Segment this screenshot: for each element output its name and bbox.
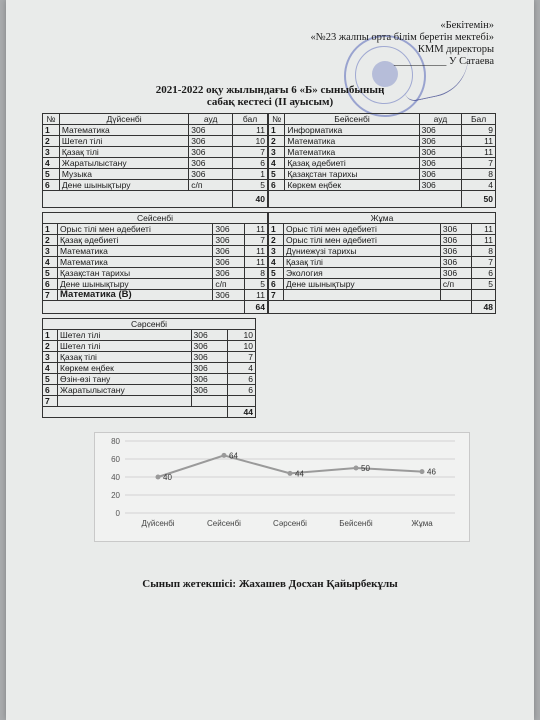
document-page <box>6 0 534 720</box>
lesson-number: 6 <box>269 279 284 290</box>
lesson-subject: Математика (В) <box>58 290 213 301</box>
thursday-table <box>268 113 496 208</box>
data-label: 44 <box>295 469 304 479</box>
lesson-subject: Математика <box>285 147 419 158</box>
tuesday-table <box>42 212 268 314</box>
lesson-row <box>43 136 268 147</box>
lesson-number: 6 <box>43 180 60 191</box>
lesson-points: 11 <box>244 257 267 268</box>
lesson-row <box>43 147 268 158</box>
lesson-points: 7 <box>233 147 268 158</box>
lesson-room: с/п <box>440 279 471 290</box>
title-line-2: сабақ кестесі (ІІ ауысым) <box>206 96 334 108</box>
lesson-room: 306 <box>213 268 244 279</box>
lesson-points: 8 <box>244 268 267 279</box>
lesson-row <box>43 374 256 385</box>
lesson-subject: Математика <box>58 257 213 268</box>
title-line-1: 2021-2022 оқу жылындағы 6 «Б» сыныбының <box>155 84 385 96</box>
lesson-subject: Көркем еңбек <box>285 180 419 191</box>
lesson-row <box>43 352 256 363</box>
lesson-points: 1 <box>233 169 268 180</box>
lesson-number: 3 <box>269 246 284 257</box>
data-label: 64 <box>229 451 238 461</box>
lesson-subject: Өзін-өзі тану <box>58 374 192 385</box>
lesson-number: 7 <box>269 290 284 301</box>
document-title <box>6 84 534 108</box>
lesson-subject <box>284 290 441 301</box>
y-tick-label: 0 <box>115 509 120 518</box>
lesson-row <box>43 330 256 341</box>
lesson-points: 6 <box>233 158 268 169</box>
x-tick-label: Дүйсенбі <box>141 519 175 528</box>
lesson-subject: Шетел тілі <box>59 136 188 147</box>
y-tick-label: 60 <box>111 455 120 464</box>
lesson-number: 5 <box>43 169 60 180</box>
approval-line-1: «Бекітемін» <box>440 20 494 31</box>
lesson-row <box>269 169 496 180</box>
lesson-room <box>191 396 228 407</box>
lesson-row <box>269 268 496 279</box>
lesson-number: 2 <box>43 235 58 246</box>
lesson-row <box>269 125 496 136</box>
lesson-subject: Информатика <box>285 125 419 136</box>
lesson-number: 1 <box>43 125 60 136</box>
lesson-number: 3 <box>43 147 60 158</box>
lesson-room: 306 <box>189 158 233 169</box>
day-name-wednesday: Сәрсенбі <box>43 319 256 330</box>
lesson-room: 306 <box>213 235 244 246</box>
wednesday-block <box>42 318 256 418</box>
header-num: № <box>43 114 60 125</box>
day-name-friday: Жұма <box>269 213 496 224</box>
lesson-row <box>269 224 496 235</box>
lesson-subject: Қазақстан тарихы <box>58 268 213 279</box>
friday-total: 48 <box>472 301 496 314</box>
lesson-points: 8 <box>462 169 496 180</box>
lesson-room: 306 <box>191 363 228 374</box>
lesson-subject: Орыс тілі мен әдебиеті <box>58 224 213 235</box>
lesson-row <box>269 158 496 169</box>
thursday-total: 50 <box>462 191 496 208</box>
lesson-points: 11 <box>462 147 496 158</box>
line-chart-svg <box>95 433 469 541</box>
lesson-subject: Математика <box>285 136 419 147</box>
lesson-room: 306 <box>440 268 471 279</box>
lesson-number: 2 <box>43 341 58 352</box>
lesson-room: 306 <box>440 224 471 235</box>
lesson-row <box>43 385 256 396</box>
lesson-points: 7 <box>472 257 496 268</box>
lesson-number: 3 <box>43 246 58 257</box>
x-tick-label: Бейсенбі <box>339 519 373 528</box>
data-point <box>288 471 293 476</box>
lesson-subject: Шетел тілі <box>58 341 192 352</box>
lesson-subject: Орыс тілі мен әдебиеті <box>284 224 441 235</box>
thursday-rows <box>269 125 496 191</box>
weekly-points-chart <box>94 432 470 542</box>
lesson-number: 1 <box>43 330 58 341</box>
monday-total: 40 <box>233 191 268 208</box>
lesson-number: 1 <box>43 224 58 235</box>
friday-rows <box>269 224 496 301</box>
data-label: 40 <box>163 473 172 482</box>
lesson-number: 3 <box>269 147 285 158</box>
data-point <box>222 453 227 458</box>
x-tick-label: Сейсенбі <box>207 519 241 528</box>
lesson-number: 1 <box>269 224 284 235</box>
lesson-row <box>43 257 268 268</box>
lesson-points: 11 <box>244 246 267 257</box>
lesson-row <box>43 268 268 279</box>
lesson-row <box>269 136 496 147</box>
lesson-subject: Музыка <box>59 169 188 180</box>
lesson-row <box>43 125 268 136</box>
day-name-monday: Дүйсенбі <box>59 114 188 125</box>
lesson-room: 306 <box>189 169 233 180</box>
lesson-points: 4 <box>228 363 256 374</box>
lesson-points: 11 <box>472 235 496 246</box>
lesson-row <box>43 290 268 301</box>
lesson-row <box>43 341 256 352</box>
lesson-row <box>43 180 268 191</box>
lesson-row <box>269 147 496 158</box>
lesson-number: 4 <box>269 257 284 268</box>
friday-block <box>268 212 496 314</box>
lesson-room: 306 <box>191 385 228 396</box>
lesson-points: 8 <box>472 246 496 257</box>
lesson-points: 5 <box>233 180 268 191</box>
lesson-room <box>440 290 471 301</box>
header-points: бал <box>233 114 268 125</box>
lesson-subject: Дүниежүзі тарихы <box>284 246 441 257</box>
header-room: ауд <box>419 114 462 125</box>
lesson-points: 7 <box>462 158 496 169</box>
lesson-number: 2 <box>269 235 284 246</box>
lesson-subject: Қазақстан тарихы <box>285 169 419 180</box>
x-tick-label: Сәрсенбі <box>273 519 307 528</box>
lesson-room: 306 <box>189 136 233 147</box>
lesson-number: 6 <box>43 385 58 396</box>
lesson-number: 5 <box>43 374 58 385</box>
lesson-room: 306 <box>419 158 462 169</box>
lesson-subject: Дене шынықтыру <box>58 279 213 290</box>
lesson-subject: Қазақ тілі <box>58 352 192 363</box>
lesson-room: 306 <box>191 341 228 352</box>
lesson-number: 6 <box>43 279 58 290</box>
lesson-room: 306 <box>440 257 471 268</box>
lesson-subject: Қазақ тілі <box>284 257 441 268</box>
lesson-room: 306 <box>213 224 244 235</box>
lesson-row <box>43 363 256 374</box>
lesson-room: 306 <box>419 136 462 147</box>
lesson-row <box>43 169 268 180</box>
wednesday-total: 44 <box>228 407 256 418</box>
lesson-subject: Экология <box>284 268 441 279</box>
lesson-points: 11 <box>462 136 496 147</box>
lesson-points: 7 <box>228 352 256 363</box>
lesson-row <box>269 279 496 290</box>
lesson-points: 10 <box>233 136 268 147</box>
lesson-room: с/п <box>189 180 233 191</box>
lesson-row <box>43 235 268 246</box>
lesson-number: 7 <box>43 290 58 301</box>
lesson-points: 7 <box>244 235 267 246</box>
data-label: 50 <box>361 464 370 473</box>
lesson-number: 2 <box>269 136 285 147</box>
lesson-room: 306 <box>191 352 228 363</box>
tuesday-block <box>42 212 268 314</box>
lesson-number: 4 <box>43 257 58 268</box>
lesson-number: 2 <box>43 136 60 147</box>
lesson-number: 5 <box>269 268 284 279</box>
lesson-row <box>269 180 496 191</box>
lesson-number: 5 <box>43 268 58 279</box>
lesson-subject: Дене шынықтыру <box>284 279 441 290</box>
lesson-row <box>269 235 496 246</box>
header-room: ауд <box>189 114 233 125</box>
lesson-subject: Жаратылыстану <box>59 158 188 169</box>
lesson-points: 4 <box>462 180 496 191</box>
wednesday-table <box>42 318 256 418</box>
lesson-room: с/п <box>213 279 244 290</box>
lesson-points: 10 <box>228 330 256 341</box>
lesson-subject: Қазақ әдебиеті <box>58 235 213 246</box>
x-tick-label: Жұма <box>411 519 433 528</box>
monday-rows <box>43 125 268 191</box>
lesson-room: 306 <box>440 235 471 246</box>
lesson-number: 4 <box>43 363 58 374</box>
lesson-subject: Дене шынықтыру <box>59 180 188 191</box>
y-tick-label: 40 <box>111 473 120 482</box>
lesson-row <box>43 158 268 169</box>
lesson-points: 11 <box>233 125 268 136</box>
lesson-points: 9 <box>462 125 496 136</box>
approval-line-2: «№23 жалпы орта білім беретін мектебі» <box>310 32 494 43</box>
lesson-subject: Шетел тілі <box>58 330 192 341</box>
lesson-number: 5 <box>269 169 285 180</box>
lesson-room: 306 <box>213 290 244 301</box>
data-point <box>156 475 161 480</box>
data-label: 46 <box>427 467 436 477</box>
tuesday-total: 64 <box>244 301 267 314</box>
wednesday-rows <box>43 330 256 407</box>
monday-table <box>42 113 268 208</box>
lesson-room: 306 <box>189 147 233 158</box>
lesson-subject: Орыс тілі мен әдебиеті <box>284 235 441 246</box>
data-point <box>354 466 359 471</box>
lesson-number: 1 <box>269 125 285 136</box>
lesson-points: 6 <box>228 374 256 385</box>
lesson-subject: Математика <box>59 125 188 136</box>
lesson-row <box>43 279 268 290</box>
lesson-points: 10 <box>228 341 256 352</box>
y-tick-label: 20 <box>111 491 120 500</box>
header-points: Бал <box>462 114 496 125</box>
lesson-room: 306 <box>189 125 233 136</box>
lesson-number: 4 <box>269 158 285 169</box>
lesson-points: 11 <box>244 224 267 235</box>
lesson-row <box>269 257 496 268</box>
lesson-number: 3 <box>43 352 58 363</box>
lesson-subject <box>58 396 192 407</box>
lesson-room: 306 <box>191 374 228 385</box>
lesson-number: 7 <box>43 396 58 407</box>
lesson-subject: Математика <box>58 246 213 257</box>
approval-line-4: __________ У Сатаева <box>393 56 494 67</box>
friday-table <box>268 212 496 314</box>
lesson-points: 11 <box>244 290 267 301</box>
approval-block <box>294 20 494 68</box>
lesson-subject: Жаратылыстану <box>58 385 192 396</box>
lesson-room: 306 <box>213 257 244 268</box>
lesson-room: 306 <box>213 246 244 257</box>
approval-line-3: КММ директоры <box>417 44 494 55</box>
lesson-room: 306 <box>419 125 462 136</box>
lesson-points <box>228 396 256 407</box>
class-teacher-line: Сынып жетекшісі: Жахашев Досхан Қайырбекұлы <box>142 578 398 590</box>
lesson-room: 306 <box>419 147 462 158</box>
lesson-points: 6 <box>228 385 256 396</box>
lesson-room: 306 <box>419 180 462 191</box>
lesson-points: 11 <box>472 224 496 235</box>
header-num: № <box>269 114 285 125</box>
y-tick-label: 80 <box>111 437 120 446</box>
lesson-row <box>43 224 268 235</box>
day-name-tuesday: Сейсенбі <box>43 213 268 224</box>
lesson-points: 5 <box>244 279 267 290</box>
lesson-row <box>269 246 496 257</box>
lesson-points: 5 <box>472 279 496 290</box>
data-point <box>420 469 425 474</box>
lesson-number: 4 <box>43 158 60 169</box>
lesson-number: 6 <box>269 180 285 191</box>
lesson-row <box>43 396 256 407</box>
lesson-room: 306 <box>191 330 228 341</box>
monday-block <box>42 113 268 208</box>
lesson-subject: Көркем еңбек <box>58 363 192 374</box>
lesson-subject: Қазақ тілі <box>59 147 188 158</box>
lesson-subject: Қазақ әдебиеті <box>285 158 419 169</box>
day-name-thursday: Бейсенбі <box>285 114 419 125</box>
lesson-room: 306 <box>440 246 471 257</box>
lesson-row <box>43 246 268 257</box>
lesson-room: 306 <box>419 169 462 180</box>
lesson-points <box>472 290 496 301</box>
thursday-block <box>268 113 496 208</box>
lesson-row <box>269 290 496 301</box>
lesson-points: 6 <box>472 268 496 279</box>
tuesday-rows <box>43 224 268 301</box>
